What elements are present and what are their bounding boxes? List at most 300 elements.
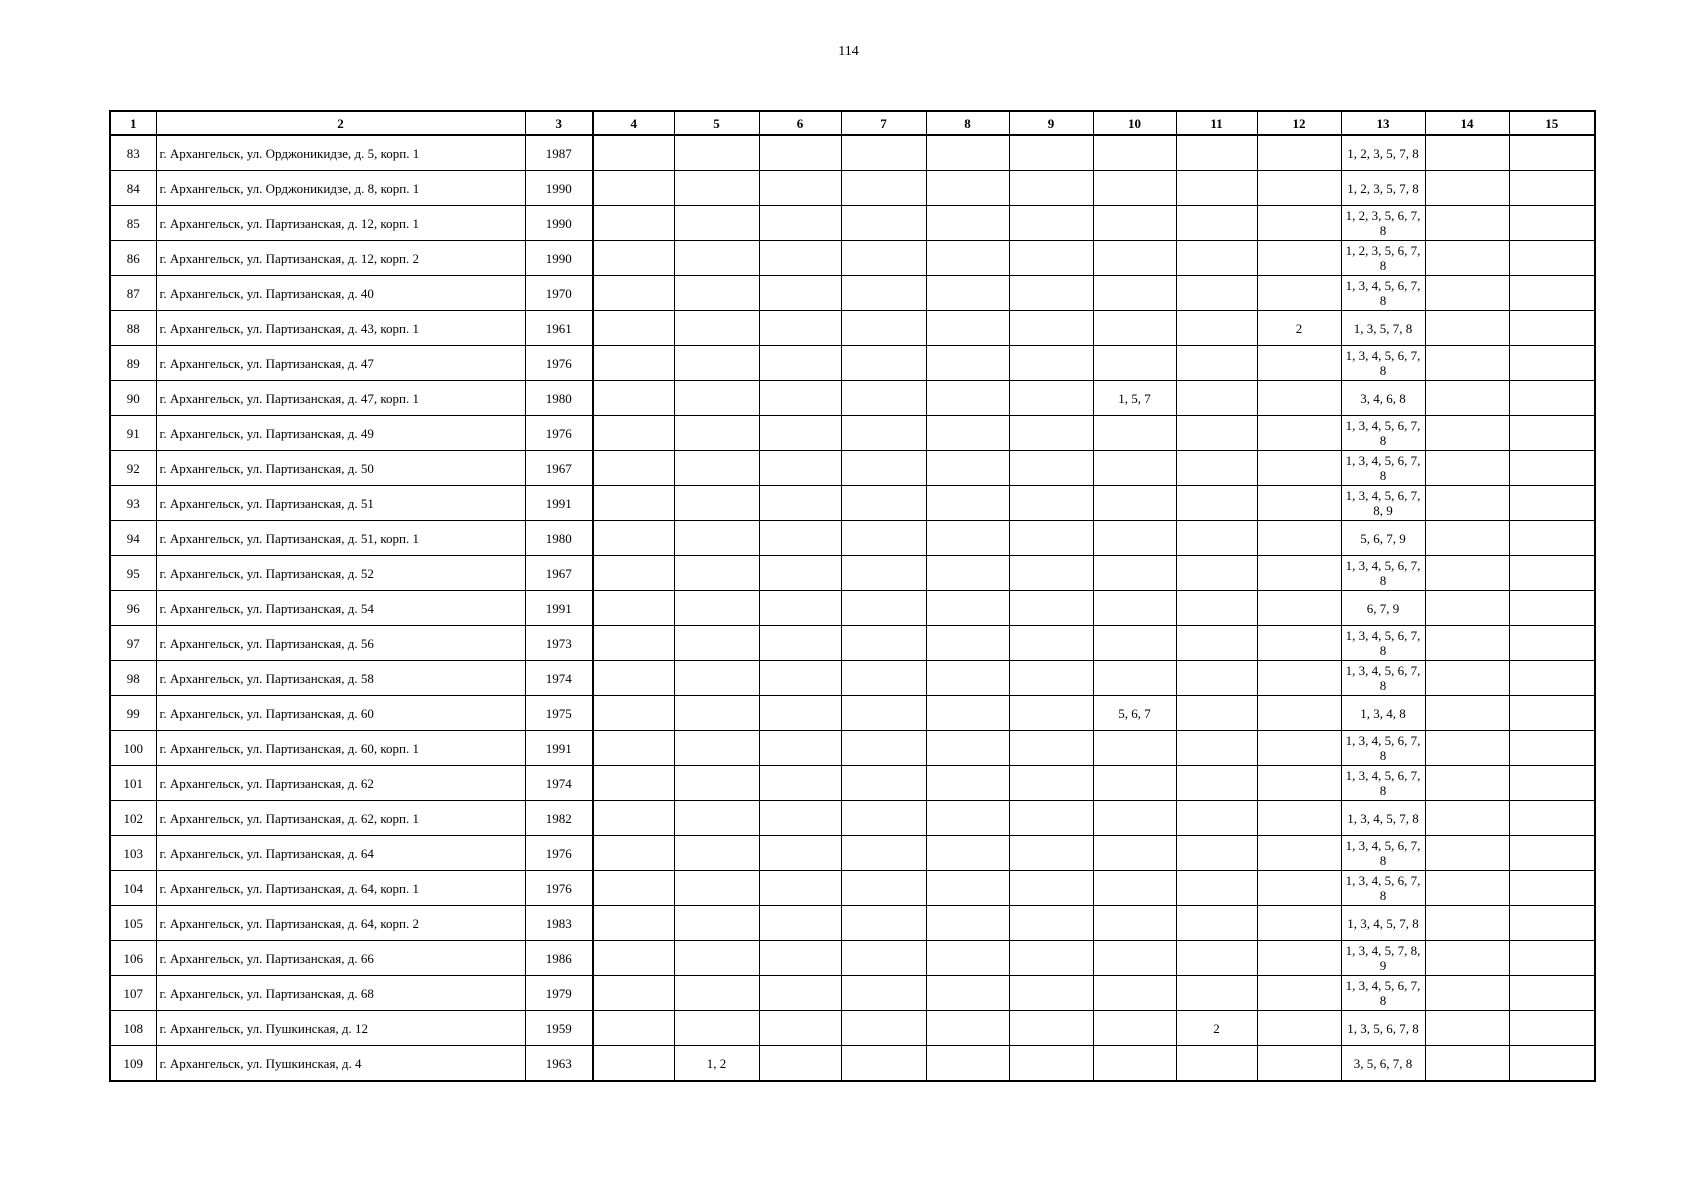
address-cell: г. Архангельск, ул. Партизанская, д. 64 <box>156 836 525 871</box>
empty-cell <box>759 976 841 1011</box>
col12-cell <box>1257 626 1341 661</box>
year-cell: 1976 <box>525 871 593 906</box>
empty-cell <box>1509 766 1595 801</box>
empty-cell <box>841 486 926 521</box>
empty-cell <box>841 591 926 626</box>
empty-cell <box>926 276 1009 311</box>
empty-cell <box>1009 941 1093 976</box>
empty-cell <box>593 836 674 871</box>
empty-cell <box>1509 451 1595 486</box>
empty-cell <box>1009 696 1093 731</box>
empty-cell <box>593 871 674 906</box>
empty-cell <box>593 416 674 451</box>
col5-cell <box>674 451 759 486</box>
empty-cell <box>1509 1011 1595 1046</box>
table-row <box>110 731 1595 766</box>
empty-cell <box>1509 626 1595 661</box>
year-cell: 1967 <box>525 451 593 486</box>
empty-cell <box>1425 801 1509 836</box>
empty-cell <box>1009 556 1093 591</box>
empty-cell <box>926 451 1009 486</box>
column-header-8: 8 <box>926 111 1009 135</box>
col11-cell <box>1176 416 1257 451</box>
row-number: 106 <box>110 941 156 976</box>
row-number: 88 <box>110 311 156 346</box>
table-row <box>110 311 1595 346</box>
empty-cell <box>593 661 674 696</box>
row-number: 97 <box>110 626 156 661</box>
empty-cell <box>759 171 841 206</box>
table-row <box>110 626 1595 661</box>
table-row <box>110 801 1595 836</box>
empty-cell <box>759 941 841 976</box>
empty-cell <box>841 661 926 696</box>
address-cell: г. Архангельск, ул. Пушкинская, д. 4 <box>156 1046 525 1082</box>
table-row <box>110 766 1595 801</box>
row-number: 87 <box>110 276 156 311</box>
empty-cell <box>841 556 926 591</box>
empty-cell <box>926 486 1009 521</box>
address-cell: г. Архангельск, ул. Пушкинская, д. 12 <box>156 1011 525 1046</box>
empty-cell <box>1509 731 1595 766</box>
empty-cell <box>1425 591 1509 626</box>
empty-cell <box>926 171 1009 206</box>
empty-cell <box>1009 801 1093 836</box>
address-cell: г. Архангельск, ул. Партизанская, д. 49 <box>156 416 525 451</box>
empty-cell <box>1425 1046 1509 1082</box>
empty-cell <box>593 976 674 1011</box>
row-number: 100 <box>110 731 156 766</box>
col13-cell: 1, 2, 3, 5, 7, 8 <box>1341 171 1425 206</box>
col13-cell: 1, 3, 4, 5, 7, 8, 9 <box>1341 941 1425 976</box>
address-cell: г. Архангельск, ул. Партизанская, д. 50 <box>156 451 525 486</box>
col11-cell <box>1176 906 1257 941</box>
empty-cell <box>926 1046 1009 1082</box>
year-cell: 1982 <box>525 801 593 836</box>
year-cell: 1983 <box>525 906 593 941</box>
empty-cell <box>841 241 926 276</box>
empty-cell <box>841 346 926 381</box>
year-cell: 1974 <box>525 766 593 801</box>
empty-cell <box>841 766 926 801</box>
empty-cell <box>926 836 1009 871</box>
address-cell: г. Архангельск, ул. Партизанская, д. 62, корп. 1 <box>156 801 525 836</box>
col11-cell <box>1176 976 1257 1011</box>
empty-cell <box>1509 871 1595 906</box>
row-number: 93 <box>110 486 156 521</box>
empty-cell <box>1009 171 1093 206</box>
col10-cell <box>1093 311 1176 346</box>
empty-cell <box>1425 276 1509 311</box>
column-header-3: 3 <box>525 111 593 135</box>
table-row <box>110 661 1595 696</box>
col5-cell <box>674 171 759 206</box>
row-number: 95 <box>110 556 156 591</box>
empty-cell <box>841 941 926 976</box>
row-number: 103 <box>110 836 156 871</box>
col11-cell <box>1176 731 1257 766</box>
empty-cell <box>1425 941 1509 976</box>
address-cell: г. Архангельск, ул. Партизанская, д. 64, корп. 1 <box>156 871 525 906</box>
col12-cell <box>1257 135 1341 171</box>
col10-cell <box>1093 626 1176 661</box>
empty-cell <box>759 626 841 661</box>
year-cell: 1990 <box>525 206 593 241</box>
empty-cell <box>1009 381 1093 416</box>
table-row <box>110 871 1595 906</box>
col13-cell: 1, 3, 4, 5, 6, 7, 8 <box>1341 416 1425 451</box>
address-cell: г. Архангельск, ул. Партизанская, д. 12, корп. 2 <box>156 241 525 276</box>
empty-cell <box>1009 906 1093 941</box>
empty-cell <box>759 766 841 801</box>
col13-cell: 1, 3, 4, 8 <box>1341 696 1425 731</box>
empty-cell <box>1509 696 1595 731</box>
col5-cell <box>674 241 759 276</box>
col5-cell <box>674 486 759 521</box>
col12-cell <box>1257 521 1341 556</box>
col12-cell <box>1257 661 1341 696</box>
row-number: 86 <box>110 241 156 276</box>
empty-cell <box>926 626 1009 661</box>
col12-cell <box>1257 906 1341 941</box>
year-cell: 1991 <box>525 486 593 521</box>
col11-cell <box>1176 311 1257 346</box>
empty-cell <box>841 836 926 871</box>
empty-cell <box>1009 521 1093 556</box>
address-cell: г. Архангельск, ул. Партизанская, д. 40 <box>156 276 525 311</box>
address-cell: г. Архангельск, ул. Орджоникидзе, д. 5, корп. 1 <box>156 135 525 171</box>
empty-cell <box>593 486 674 521</box>
empty-cell <box>841 1046 926 1082</box>
empty-cell <box>1425 556 1509 591</box>
address-cell: г. Архангельск, ул. Партизанская, д. 12, корп. 1 <box>156 206 525 241</box>
empty-cell <box>593 766 674 801</box>
year-cell: 1990 <box>525 171 593 206</box>
col11-cell <box>1176 766 1257 801</box>
col10-cell <box>1093 906 1176 941</box>
empty-cell <box>841 731 926 766</box>
year-cell: 1976 <box>525 836 593 871</box>
col13-cell: 1, 2, 3, 5, 6, 7, 8 <box>1341 241 1425 276</box>
empty-cell <box>1509 311 1595 346</box>
col10-cell: 5, 6, 7 <box>1093 696 1176 731</box>
empty-cell <box>593 906 674 941</box>
column-header-4: 4 <box>593 111 674 135</box>
empty-cell <box>1425 661 1509 696</box>
col11-cell <box>1176 556 1257 591</box>
column-header-9: 9 <box>1009 111 1093 135</box>
col12-cell <box>1257 766 1341 801</box>
table-row <box>110 521 1595 556</box>
col5-cell <box>674 941 759 976</box>
col10-cell <box>1093 521 1176 556</box>
year-cell: 1974 <box>525 661 593 696</box>
col13-cell: 1, 3, 4, 5, 7, 8 <box>1341 801 1425 836</box>
empty-cell <box>593 276 674 311</box>
col5-cell <box>674 976 759 1011</box>
empty-cell <box>841 1011 926 1046</box>
year-cell: 1976 <box>525 416 593 451</box>
empty-cell <box>926 591 1009 626</box>
empty-cell <box>1425 836 1509 871</box>
address-cell: г. Архангельск, ул. Партизанская, д. 66 <box>156 941 525 976</box>
empty-cell <box>759 206 841 241</box>
empty-cell <box>926 696 1009 731</box>
empty-cell <box>1509 416 1595 451</box>
year-cell: 1990 <box>525 241 593 276</box>
col11-cell: 2 <box>1176 1011 1257 1046</box>
empty-cell <box>759 836 841 871</box>
empty-cell <box>759 1046 841 1082</box>
col5-cell <box>674 556 759 591</box>
empty-cell <box>1509 661 1595 696</box>
empty-cell <box>1009 871 1093 906</box>
empty-cell <box>1009 416 1093 451</box>
empty-cell <box>1009 661 1093 696</box>
empty-cell <box>1509 591 1595 626</box>
empty-cell <box>1509 381 1595 416</box>
col12-cell <box>1257 1011 1341 1046</box>
empty-cell <box>759 801 841 836</box>
col11-cell <box>1176 135 1257 171</box>
col11-cell <box>1176 696 1257 731</box>
column-header-1: 1 <box>110 111 156 135</box>
col13-cell: 1, 3, 4, 5, 6, 7, 8 <box>1341 661 1425 696</box>
col5-cell <box>674 766 759 801</box>
table-body <box>110 135 1595 1081</box>
empty-cell <box>759 521 841 556</box>
col5-cell <box>674 276 759 311</box>
row-number: 107 <box>110 976 156 1011</box>
empty-cell <box>1509 276 1595 311</box>
empty-cell <box>841 801 926 836</box>
empty-cell <box>1009 976 1093 1011</box>
address-cell: г. Архангельск, ул. Партизанская, д. 54 <box>156 591 525 626</box>
col12-cell <box>1257 976 1341 1011</box>
col5-cell <box>674 906 759 941</box>
col12-cell <box>1257 801 1341 836</box>
col12-cell <box>1257 486 1341 521</box>
empty-cell <box>841 696 926 731</box>
empty-cell <box>1009 206 1093 241</box>
year-cell: 1991 <box>525 731 593 766</box>
empty-cell <box>926 381 1009 416</box>
year-cell: 1987 <box>525 135 593 171</box>
empty-cell <box>593 311 674 346</box>
empty-cell <box>1509 346 1595 381</box>
col10-cell <box>1093 556 1176 591</box>
col12-cell <box>1257 276 1341 311</box>
col11-cell <box>1176 241 1257 276</box>
col12-cell <box>1257 451 1341 486</box>
col10-cell <box>1093 801 1176 836</box>
empty-cell <box>1509 241 1595 276</box>
empty-cell <box>593 451 674 486</box>
empty-cell <box>1509 906 1595 941</box>
address-cell: г. Архангельск, ул. Партизанская, д. 52 <box>156 556 525 591</box>
empty-cell <box>926 1011 1009 1046</box>
empty-cell <box>593 1046 674 1082</box>
empty-cell <box>1425 731 1509 766</box>
col12-cell <box>1257 591 1341 626</box>
address-cell: г. Архангельск, ул. Партизанская, д. 60, корп. 1 <box>156 731 525 766</box>
empty-cell <box>841 381 926 416</box>
empty-cell <box>759 135 841 171</box>
col13-cell: 1, 2, 3, 5, 6, 7, 8 <box>1341 206 1425 241</box>
address-cell: г. Архангельск, ул. Партизанская, д. 68 <box>156 976 525 1011</box>
header-row <box>110 111 1595 135</box>
col13-cell: 1, 3, 4, 5, 6, 7, 8 <box>1341 731 1425 766</box>
empty-cell <box>926 521 1009 556</box>
empty-cell <box>1425 451 1509 486</box>
col10-cell <box>1093 836 1176 871</box>
empty-cell <box>593 731 674 766</box>
empty-cell <box>593 521 674 556</box>
empty-cell <box>926 556 1009 591</box>
empty-cell <box>1009 311 1093 346</box>
col11-cell <box>1176 206 1257 241</box>
empty-cell <box>1009 836 1093 871</box>
row-number: 104 <box>110 871 156 906</box>
col5-cell <box>674 731 759 766</box>
empty-cell <box>1425 696 1509 731</box>
empty-cell <box>841 521 926 556</box>
empty-cell <box>759 906 841 941</box>
table-row <box>110 836 1595 871</box>
empty-cell <box>1425 976 1509 1011</box>
year-cell: 1967 <box>525 556 593 591</box>
empty-cell <box>1009 241 1093 276</box>
col12-cell: 2 <box>1257 311 1341 346</box>
row-number: 101 <box>110 766 156 801</box>
row-number: 102 <box>110 801 156 836</box>
col11-cell <box>1176 451 1257 486</box>
year-cell: 1975 <box>525 696 593 731</box>
address-cell: г. Архангельск, ул. Партизанская, д. 60 <box>156 696 525 731</box>
col13-cell: 1, 3, 4, 5, 6, 7, 8 <box>1341 836 1425 871</box>
col12-cell <box>1257 871 1341 906</box>
col10-cell <box>1093 171 1176 206</box>
col10-cell <box>1093 1011 1176 1046</box>
column-header-13: 13 <box>1341 111 1425 135</box>
col13-cell: 6, 7, 9 <box>1341 591 1425 626</box>
empty-cell <box>1425 311 1509 346</box>
empty-cell <box>1009 486 1093 521</box>
col11-cell <box>1176 836 1257 871</box>
col5-cell <box>674 661 759 696</box>
empty-cell <box>593 241 674 276</box>
table-row <box>110 556 1595 591</box>
col13-cell: 1, 3, 4, 5, 6, 7, 8 <box>1341 451 1425 486</box>
empty-cell <box>1425 346 1509 381</box>
table-row <box>110 206 1595 241</box>
row-number: 90 <box>110 381 156 416</box>
col13-cell: 1, 3, 5, 6, 7, 8 <box>1341 1011 1425 1046</box>
column-header-11: 11 <box>1176 111 1257 135</box>
col12-cell <box>1257 696 1341 731</box>
col13-cell: 1, 2, 3, 5, 7, 8 <box>1341 135 1425 171</box>
empty-cell <box>1425 871 1509 906</box>
empty-cell <box>841 276 926 311</box>
empty-cell <box>926 766 1009 801</box>
empty-cell <box>1425 206 1509 241</box>
empty-cell <box>1009 591 1093 626</box>
year-cell: 1976 <box>525 346 593 381</box>
col10-cell <box>1093 731 1176 766</box>
column-header-14: 14 <box>1425 111 1509 135</box>
col11-cell <box>1176 626 1257 661</box>
col10-cell <box>1093 346 1176 381</box>
empty-cell <box>841 416 926 451</box>
col10-cell <box>1093 276 1176 311</box>
row-number: 83 <box>110 135 156 171</box>
address-cell: г. Архангельск, ул. Партизанская, д. 47 <box>156 346 525 381</box>
col12-cell <box>1257 1046 1341 1082</box>
row-number: 98 <box>110 661 156 696</box>
col5-cell <box>674 206 759 241</box>
column-header-6: 6 <box>759 111 841 135</box>
empty-cell <box>1009 451 1093 486</box>
col13-cell: 1, 3, 4, 5, 6, 7, 8 <box>1341 976 1425 1011</box>
address-cell: г. Архангельск, ул. Партизанская, д. 51, корп. 1 <box>156 521 525 556</box>
empty-cell <box>759 731 841 766</box>
empty-cell <box>841 206 926 241</box>
empty-cell <box>593 171 674 206</box>
table-row <box>110 976 1595 1011</box>
empty-cell <box>926 241 1009 276</box>
table-row <box>110 591 1595 626</box>
empty-cell <box>593 135 674 171</box>
col13-cell: 1, 3, 4, 5, 6, 7, 8 <box>1341 871 1425 906</box>
col10-cell <box>1093 591 1176 626</box>
empty-cell <box>926 346 1009 381</box>
col10-cell <box>1093 871 1176 906</box>
empty-cell <box>1509 976 1595 1011</box>
col10-cell: 1, 5, 7 <box>1093 381 1176 416</box>
empty-cell <box>759 486 841 521</box>
col5-cell <box>674 801 759 836</box>
col12-cell <box>1257 416 1341 451</box>
col5-cell <box>674 1011 759 1046</box>
empty-cell <box>593 206 674 241</box>
empty-cell <box>841 451 926 486</box>
col13-cell: 5, 6, 7, 9 <box>1341 521 1425 556</box>
address-cell: г. Архангельск, ул. Партизанская, д. 43, корп. 1 <box>156 311 525 346</box>
address-cell: г. Архангельск, ул. Партизанская, д. 56 <box>156 626 525 661</box>
table-row <box>110 696 1595 731</box>
empty-cell <box>593 941 674 976</box>
empty-cell <box>926 311 1009 346</box>
col5-cell <box>674 696 759 731</box>
empty-cell <box>1509 521 1595 556</box>
address-cell: г. Архангельск, ул. Партизанская, д. 47, корп. 1 <box>156 381 525 416</box>
empty-cell <box>1009 1046 1093 1082</box>
empty-cell <box>593 696 674 731</box>
table-row <box>110 135 1595 171</box>
year-cell: 1986 <box>525 941 593 976</box>
row-number: 91 <box>110 416 156 451</box>
address-cell: г. Архангельск, ул. Партизанская, д. 64, корп. 2 <box>156 906 525 941</box>
col5-cell <box>674 381 759 416</box>
col10-cell <box>1093 451 1176 486</box>
col5-cell <box>674 521 759 556</box>
row-number: 105 <box>110 906 156 941</box>
address-cell: г. Архангельск, ул. Орджоникидзе, д. 8, корп. 1 <box>156 171 525 206</box>
table-row <box>110 416 1595 451</box>
year-cell: 1979 <box>525 976 593 1011</box>
col5-cell <box>674 135 759 171</box>
address-cell: г. Архангельск, ул. Партизанская, д. 51 <box>156 486 525 521</box>
